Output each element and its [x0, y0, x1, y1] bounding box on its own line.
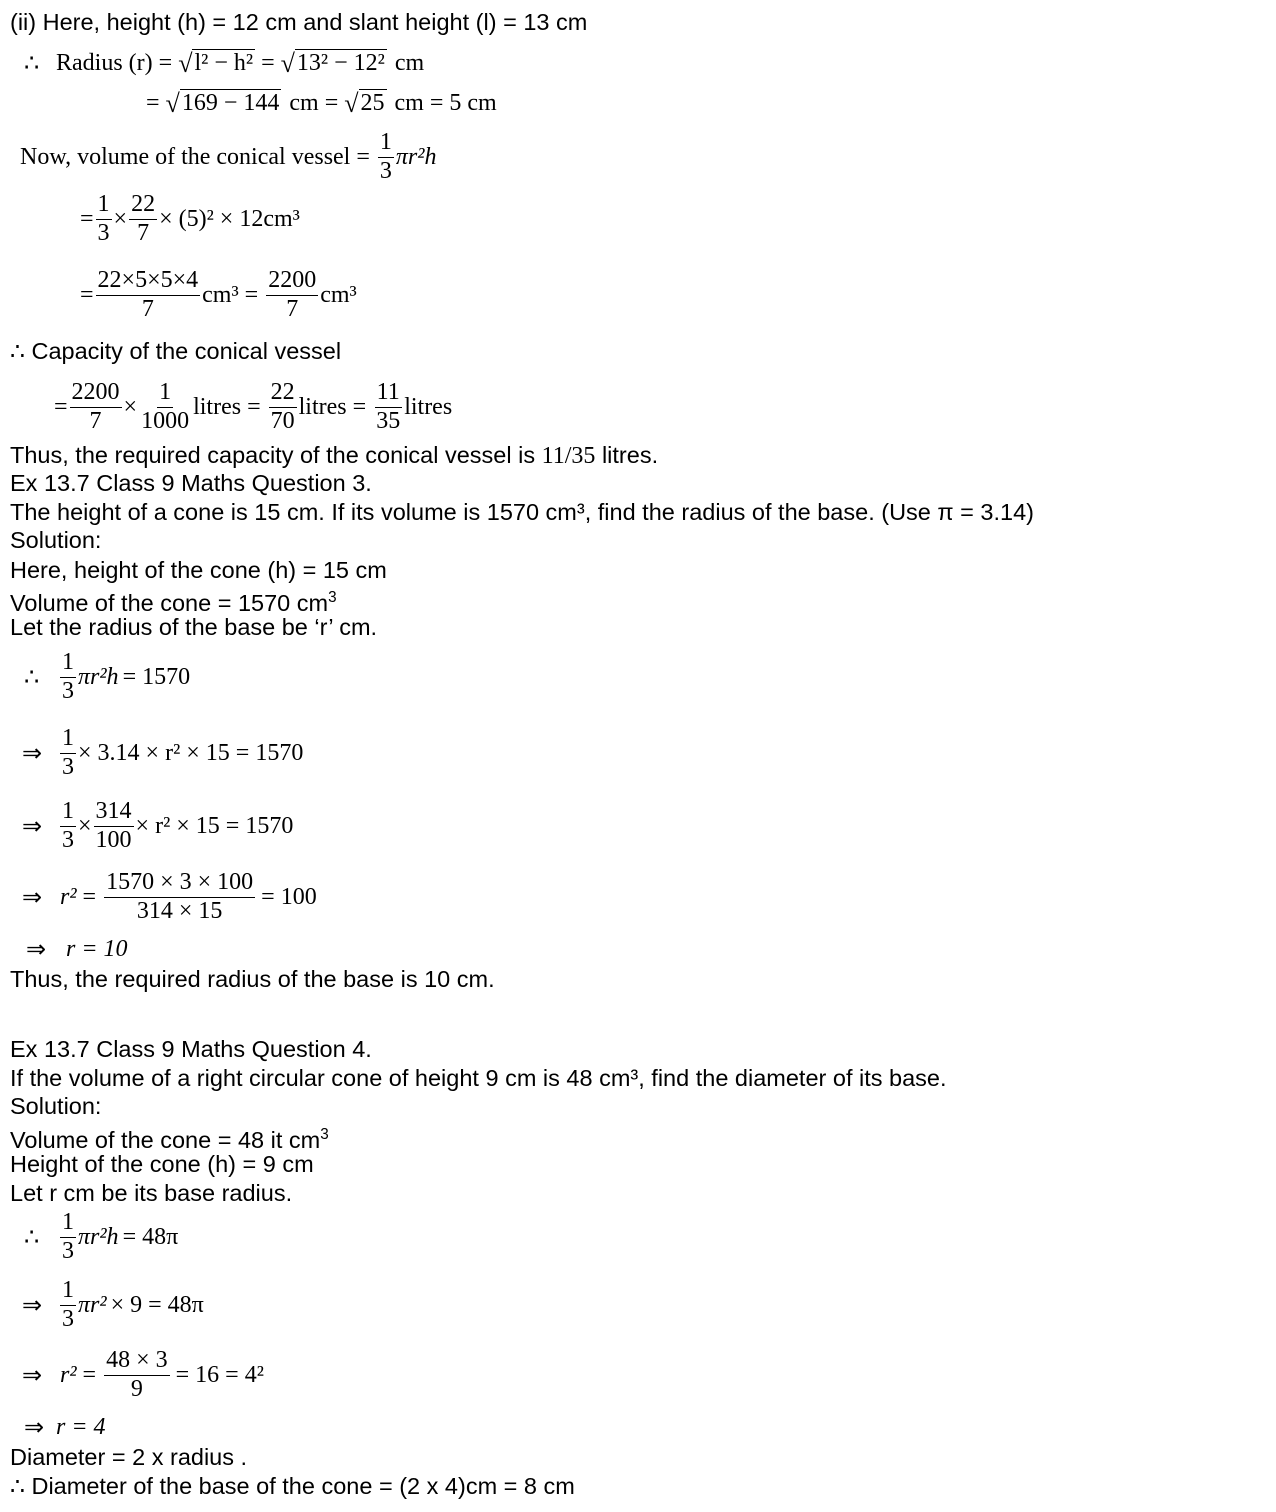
fraction: $\frac{22}{70}$	[270, 379, 295, 434]
text-line: ∴ Capacity of the conical vessel	[10, 338, 342, 364]
math-q4-line-3	[22, 1347, 264, 1402]
math-text: = 100	[261, 883, 317, 910]
equals-sign: =	[80, 205, 94, 232]
math-text: × (5)² × 12cm³	[159, 205, 300, 232]
equals-sign: =	[158, 49, 173, 76]
fraction: $\frac{1}{3}$	[97, 191, 110, 246]
fraction: $\frac{1}{1000}$	[141, 379, 190, 434]
math-expression: r²	[60, 883, 77, 910]
text-line: Here, height of the cone (h) = 15 cm	[10, 557, 387, 583]
question-heading: Ex 13.7 Class 9 Maths Question 3.	[10, 470, 372, 496]
text-line: Volume of the cone = 1570 $cm^3$	[10, 589, 337, 616]
times-sign: ×	[113, 205, 128, 232]
equals-sign: =	[54, 393, 68, 420]
implies-symbol: ⇒	[22, 884, 43, 911]
unit: cm³	[320, 281, 357, 308]
math-expression: πr²h	[78, 1223, 119, 1250]
math-text: × 3.14 × r² × 15 = 1570	[78, 739, 304, 766]
fraction: $\frac{2200}{7}$	[71, 379, 120, 434]
therefore-symbol: ∴	[24, 1224, 40, 1251]
solution-label: Solution:	[10, 1093, 102, 1119]
math-expression: r = 10	[66, 935, 128, 962]
radius-label: Radius (r)	[56, 49, 153, 76]
equals-sign: =	[82, 883, 97, 910]
unit: litres	[193, 393, 242, 420]
fraction: $\frac{1}{3}$	[62, 1209, 74, 1264]
fraction: $\frac{1}{3}$	[379, 129, 392, 184]
math-volume-line-2	[80, 191, 300, 246]
unit: cm³	[202, 281, 239, 308]
text-line: Diameter = 2 x radius .	[10, 1444, 248, 1470]
math-expression: r²	[60, 1361, 77, 1388]
math-capacity-line	[54, 379, 453, 434]
math-text: Now, volume of the conical vessel	[20, 143, 351, 170]
math-q3-line-2	[22, 725, 304, 780]
implies-symbol: ⇒	[22, 1292, 43, 1319]
math-q4-line-1	[24, 1209, 179, 1264]
implies-symbol: ⇒	[24, 1414, 45, 1441]
fraction: $\frac{1}{3}$	[62, 798, 74, 853]
text-line: Thus, the required capacity of the conical vessel is 11/35 litres.	[10, 442, 659, 469]
solution-label: Solution:	[10, 527, 102, 553]
math-q3-line-1	[24, 649, 191, 704]
fraction: $\frac{1}{3}$	[62, 725, 74, 780]
math-q3-line-3	[22, 798, 294, 853]
fraction: $\frac{22}{7}$	[131, 191, 156, 246]
math-text: = 48π	[122, 1223, 179, 1250]
sqrt-expression: √ 169 − 144	[165, 88, 280, 118]
question-text: The height of a cone is 15 cm. If its volume is 1570 cm³, find the radius of the base. (Use π = 3.14)	[10, 499, 1034, 525]
implies-symbol: ⇒	[22, 813, 43, 840]
math-text: × 9 = 48π	[110, 1291, 204, 1318]
math-volume-line	[20, 129, 437, 184]
sqrt-expression: √ 13² − 12²	[280, 48, 385, 78]
equals-sign: =	[352, 393, 367, 420]
fraction: $\frac{48 \times 3}{9}$	[106, 1347, 168, 1402]
radicand: 25	[360, 90, 385, 117]
equals-sign: =	[261, 49, 275, 76]
radicand: 169 − 144	[181, 90, 280, 117]
math-text: cm = 5 cm	[394, 89, 497, 116]
equals-sign: =	[82, 1361, 97, 1388]
fraction: $\frac{1570 \times 3 \times 100}{314 \times 15}$	[106, 869, 254, 924]
math-expression: r = 4	[56, 1413, 106, 1440]
math-q3-line-4	[22, 869, 317, 924]
implies-symbol: ⇒	[26, 936, 47, 963]
unit: cm	[394, 49, 425, 76]
math-expression: πr²	[78, 1291, 107, 1318]
equals-sign: =	[80, 281, 94, 308]
fraction: $\frac{2200}{7}$	[268, 267, 317, 322]
times-sign: ×	[123, 393, 138, 420]
math-text: cm =	[289, 89, 339, 116]
question-text: If the volume of a right circular cone of height 9 cm is 48 cm³, find the diameter of its base.	[10, 1065, 947, 1091]
equals-sign: =	[244, 281, 259, 308]
math-q4-line-2	[22, 1277, 204, 1332]
math-text: = 16 = 4²	[175, 1361, 264, 1388]
text-line: Height of the cone (h) = 9 cm	[10, 1151, 314, 1177]
implies-symbol: ⇒	[22, 740, 43, 767]
text-line: ∴ Diameter of the base of the cone = (2 x 4)cm = 8 cm	[10, 1473, 575, 1499]
math-expression: πr²h	[78, 663, 119, 690]
text-line: Let r cm be its base radius.	[10, 1180, 293, 1206]
unit: litres	[298, 393, 347, 420]
implies-symbol: ⇒	[22, 1362, 43, 1389]
fraction: $\frac{1}{3}$	[62, 649, 74, 704]
radicand: 13² − 12²	[296, 50, 385, 77]
text-line: Thus, the required radius of the base is 10 cm.	[10, 966, 495, 992]
equals-sign: =	[356, 143, 370, 170]
math-volume-line-3	[80, 267, 357, 322]
sqrt-expression: √ l² − h²	[178, 48, 254, 78]
math-radius-line-2	[140, 78, 497, 128]
radicand: l² − h²	[194, 50, 254, 77]
text-line: (ii) Here, height (h) = 12 cm and slant height (l) = 13 cm	[10, 9, 588, 35]
fraction: $\frac{314}{100}$	[95, 798, 132, 853]
text-line: Let the radius of the base be ‘r’ cm.	[10, 614, 378, 640]
therefore-symbol: ∴	[24, 664, 40, 691]
equals-sign: =	[146, 89, 160, 116]
sqrt-expression: √ 25	[344, 88, 385, 118]
math-text: × r² × 15 = 1570	[135, 812, 294, 839]
fraction: $\frac{11}{35}$	[376, 379, 401, 434]
times-sign: ×	[78, 812, 92, 839]
fraction: $\frac{22\times 5\times 5\times 4}{7}$	[97, 267, 199, 322]
text-line: Volume of the cone = 48 it $cm^3$	[10, 1126, 329, 1153]
math-text: = 1570	[122, 663, 191, 690]
equals-sign: =	[247, 393, 261, 420]
question-heading: Ex 13.7 Class 9 Maths Question 4.	[10, 1036, 372, 1062]
unit: litres	[404, 393, 453, 420]
math-expression: πr²h	[395, 143, 437, 170]
fraction: $\frac{1}{3}$	[62, 1277, 74, 1332]
therefore-symbol: ∴	[24, 50, 40, 77]
